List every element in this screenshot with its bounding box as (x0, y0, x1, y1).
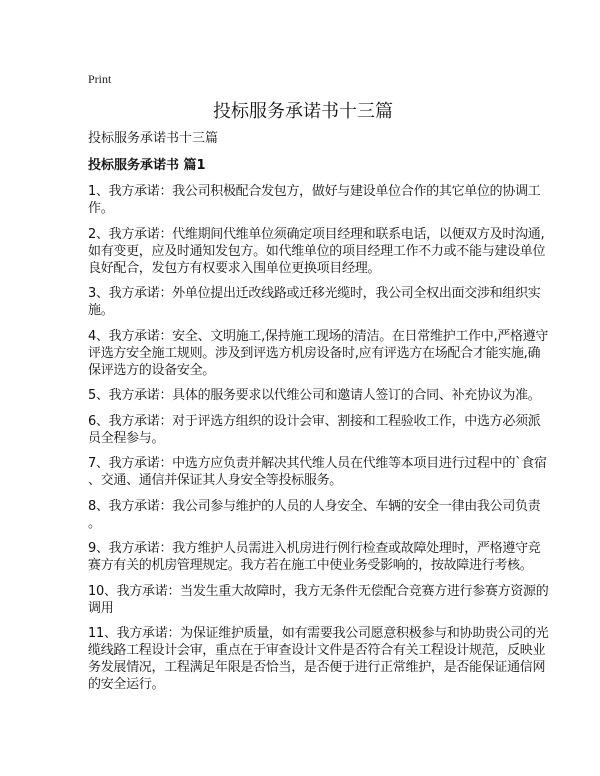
paragraph-line: 7、我方承诺：中选方应负责并解决其代维人员在代维等本项目进行过程中的`食宿 (88, 456, 547, 471)
paragraph (88, 226, 546, 277)
paragraph-line: 5、我方承诺：具体的服务要求以代维公司和邀请人签订的合同、补充协议为准。 (88, 388, 541, 403)
document-title: 投标服务承诺书十三篇 (213, 101, 393, 122)
paragraph (88, 183, 541, 217)
paragraph-line: 10、我方承诺：当发生重大故障时，我方无条件无偿配合竞赛方进行参赛方资源的 (88, 583, 549, 599)
paragraph-line: 4、我方承诺：安全、文明施工,保持施工现场的清洁。在日常维护工作中,严格遵守 (88, 328, 549, 344)
paragraph-line: 赛方有关的机房管理规定。我方若在施工中使业务受影响的，按故障进行考核。 (88, 558, 533, 573)
paragraph-line: 评选方安全施工规则。涉及到评选方机房设备时,应有评选方在场配合才能实施,确 (88, 345, 541, 361)
section-heading: 投标服务承诺书 篇1 (88, 158, 206, 173)
paragraph (88, 387, 541, 404)
document-subtitle: 投标服务承诺书十三篇 (88, 131, 219, 146)
paragraph-line: 、交通、通信并保证其人身安全等投标服务。 (88, 473, 343, 488)
paragraph-line: 11、我方承诺：为保证维护质量，如有需要我公司愿意积极参与和协助贵公司的光 (88, 626, 549, 641)
paragraph-line: 6、我方承诺：对于评选方组织的设计会审、割接和工程验收工作，中选方必须派 (88, 413, 541, 429)
paragraph (88, 455, 547, 489)
paragraph (88, 328, 549, 379)
paragraph (88, 540, 541, 574)
print-label: Print (88, 72, 112, 86)
paragraph-line: 务发展情况，工程满足年限是否恰当，是否便于进行正常维护，是否能保证通信网 (88, 660, 546, 675)
paragraph (88, 625, 549, 693)
paragraph-line: 良好配合，发包方有权要求入围单位更换项目经理。 (88, 260, 381, 276)
paragraph (88, 498, 541, 532)
paragraph-list (88, 183, 549, 693)
paragraph-line: 的安全运行。 (88, 677, 165, 692)
paragraph-line: 8、我方承诺：我公司参与维护的人员的人身安全、车辆的安全一律由我公司负责 (88, 498, 541, 514)
paragraph-line: 9、我方承诺：我方维护人员需进入机房进行例行检查或故障处理时，严格遵守竞 (88, 541, 541, 556)
paragraph-line: 1、我方承诺：我公司积极配合发包方，做好与建设单位合作的其它单位的协调工 (88, 184, 541, 199)
paragraph-line: 。 (88, 515, 101, 531)
paragraph-line: 如有变更，应及时通知发包方。如代维单位的项目经理工作不力或不能与建设单位 (88, 243, 546, 259)
paragraph (88, 285, 541, 319)
paragraph-line: 2、我方承诺：代维期间代维单位须确定项目经理和联系电话，以便双方及时沟通, (88, 226, 545, 242)
paragraph-line: 施。 (88, 303, 114, 318)
paragraph (88, 583, 549, 617)
document-page (88, 70, 549, 702)
paragraph (88, 413, 541, 447)
paragraph-line: 调用 (88, 600, 114, 616)
paragraph-line: 员全程参与。 (88, 430, 165, 446)
paragraph-line: 3、我方承诺：外单位提出迁改线路或迁移光缆时，我公司全权出面交涉和组织实 (88, 286, 541, 301)
paragraph-line: 缆线路工程设计会审，重点在于审查设计文件是否符合有关工程设计规范，反映业 (88, 643, 546, 658)
paragraph-line: 作。 (88, 201, 114, 216)
paragraph-line: 保评选方的设备安全。 (88, 362, 216, 378)
